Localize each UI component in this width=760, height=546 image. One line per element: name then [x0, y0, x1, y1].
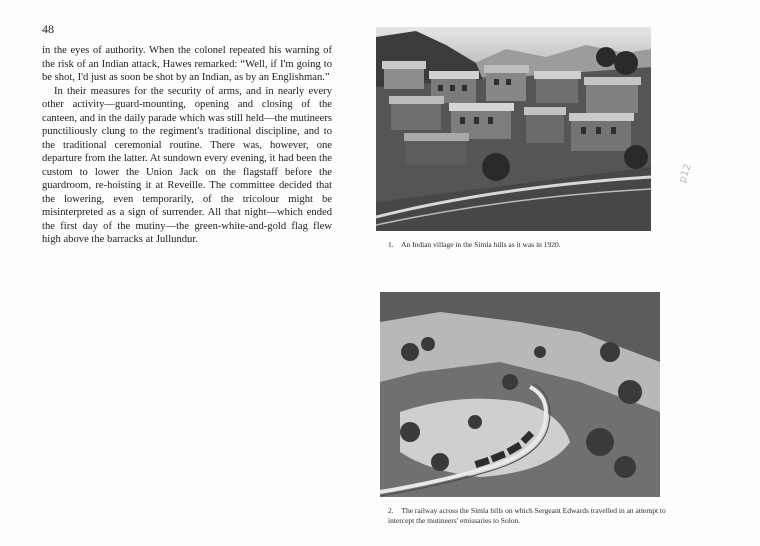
railway-photo [380, 292, 660, 497]
figure-1-caption-text: An Indian village in the Simla hills as it was in 1920. [401, 240, 561, 249]
figure-2-caption-text: The railway across the Simla hills on which Sergeant Edwards travelled in an attempt to intercept the mutineers' emissaries to Solon. [388, 506, 666, 525]
railway-photo-image [380, 292, 660, 497]
figure-1-caption [388, 240, 658, 250]
village-photo-image [376, 27, 651, 231]
page-number: 48 [42, 22, 54, 36]
figure-2-caption [388, 506, 673, 525]
figure-2-number: 2. [388, 506, 394, 515]
body-text [42, 44, 332, 247]
village-photo [376, 27, 651, 231]
figure-1-number: 1. [388, 240, 394, 249]
margin-note: p12 [677, 162, 694, 185]
paragraph-1: in the eyes of authority. When the colonel repeated his warning of the risk of an Indian attack, Hawes remarked: “Well, if I'm going to be shot, I'd just as soon be shot by an Indian, as by an Englishman.” [42, 45, 332, 83]
paragraph-2: In their measures for the security of arms, and in nearly every other activity—guard-mounting, opening and closing of the canteen, and in the daily parade which was still held—the mutineers punctiliously clung to the regiment's traditional discipline, and to the traditional ceremonial routine. There was, however, one departure from the latter. At sundown every evening, it had been the custom to lower the Union Jack on the flagstaff before the guardroom, re-hoisting it at Reveille. The committee decided that the lowering, even temporarily, of the tricolour might be misinterpreted as a sign of surrender. All that night—which ended the first day of the mutiny—the green-white-and-gold flag flew high above the barracks at Jullundur. [42, 85, 332, 245]
